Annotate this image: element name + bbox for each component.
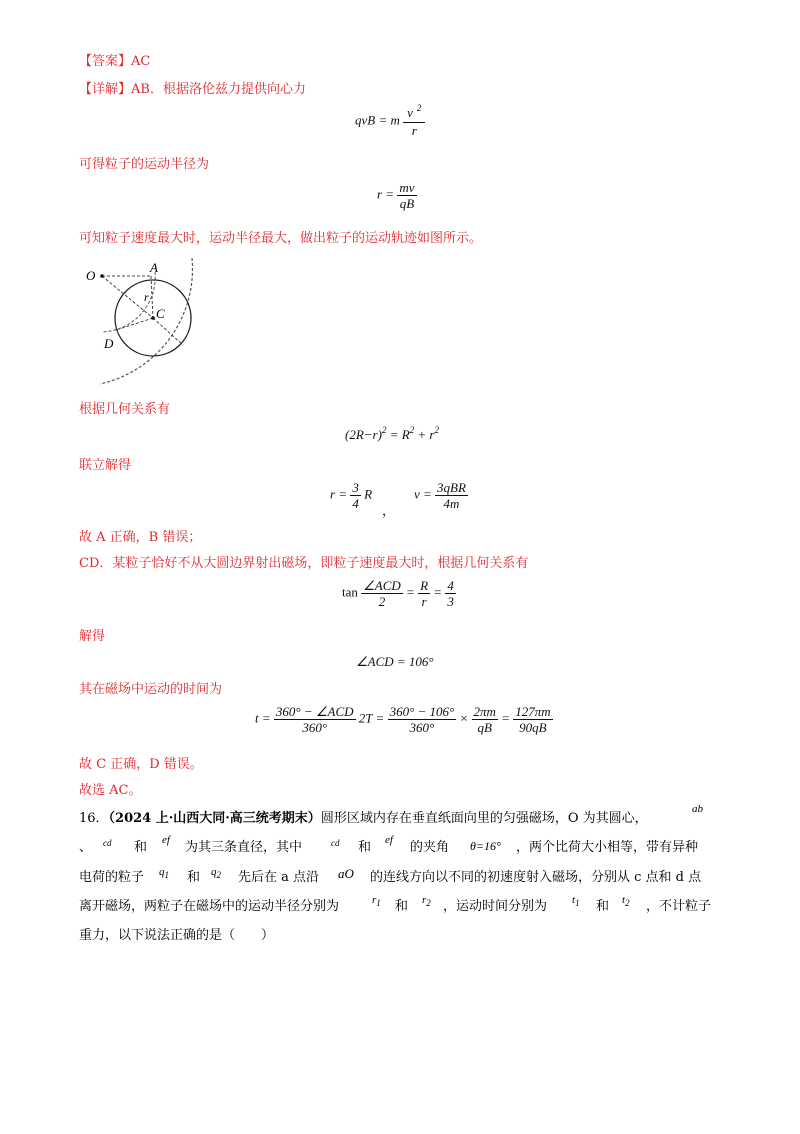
label-O: O <box>86 268 96 283</box>
eq7-num1: 360° − ∠ACD <box>275 704 354 719</box>
eq5-frac1 <box>361 578 403 609</box>
eq5-num2: R <box>420 578 429 593</box>
eq1-den: r <box>411 123 417 138</box>
q16-q1: $q_1$ <box>159 866 169 880</box>
eq7-num3: 2πm <box>473 704 496 719</box>
equation-time <box>255 704 553 735</box>
q16-t2: $t_2$ <box>622 894 630 908</box>
q16-he3: 和 <box>187 870 201 885</box>
detail-tag: 【详解】 <box>79 82 132 97</box>
eq5-eq2: = <box>433 584 443 600</box>
equation-angle: ∠ACD = 106° <box>356 654 434 669</box>
cd-line: CD．某粒子恰好不从大圆边界射出磁场，即粒子速度最大时，根据几何关系有 <box>79 556 529 571</box>
eq4-v-den: 4m <box>443 496 460 511</box>
label-D: D <box>104 336 114 351</box>
q16-theta: θ=16° <box>470 839 501 853</box>
label-C: C <box>156 306 165 321</box>
eq4-comma: ， <box>382 503 396 518</box>
q16-he2: 和 <box>358 840 372 855</box>
answer-text: AC <box>131 54 151 69</box>
eq3-mid: = R <box>386 427 410 442</box>
label-r: r <box>144 290 149 304</box>
eq7-num4: 127πm <box>515 704 551 719</box>
eq7-num2: 360° − 106° <box>389 704 455 719</box>
detail-text: AB．根据洛伦兹力提供向心力 <box>131 82 306 97</box>
q16-ef: ef <box>162 834 170 846</box>
q16-r1: $r_1$ <box>372 894 381 908</box>
time-line: 其在磁场中运动的时间为 <box>79 682 223 697</box>
q16-l4-a: 离开磁场，两粒子在磁场中的运动半径分别为 <box>79 899 340 914</box>
q16-r2: $r_2$ <box>422 894 431 908</box>
detail-line <box>79 80 306 100</box>
q16-l5: 重力，以下说法正确的是（ ） <box>79 928 275 943</box>
answer-tag: 【答案】 <box>79 54 132 69</box>
q16-l3-c: 的连线方向以不同的初速度射入磁场，分别从 c 点和 d 点 <box>370 870 702 885</box>
eq1-lhs: qvB = m <box>355 112 400 128</box>
eq7-frac4 <box>513 704 552 735</box>
eq5-num1: ∠ACD <box>363 578 401 593</box>
eq4-r-lhs: r = <box>330 486 348 502</box>
equation-result <box>330 480 372 511</box>
eq3-end: + r <box>414 427 435 442</box>
eq7-frac1 <box>274 704 356 735</box>
eq5-num3: 4 <box>447 578 454 593</box>
question-16-line-2 <box>79 838 92 858</box>
q16-source: （2024 上·山西大同·高三统考期末） <box>108 811 321 826</box>
eq3-text: (2R−r) <box>345 427 382 442</box>
eq5-den3: 3 <box>447 594 454 609</box>
q16-he: 和 <box>134 840 148 855</box>
eq3-sup1: 2 <box>381 425 387 435</box>
q16-number: 16． <box>79 811 109 826</box>
equation-speed <box>414 480 468 511</box>
trajectory-figure <box>80 252 215 392</box>
max-speed-line: 可知粒子速度最大时，运动半径最大，做出粒子的运动轨迹如图所示。 <box>79 231 483 246</box>
eq1-num-sup: 2 <box>416 103 422 113</box>
eq2-frac <box>397 180 416 211</box>
q16-l4-b: ，运动时间分别为 <box>443 899 548 914</box>
eq4-r-num: 3 <box>352 480 359 495</box>
eq5-den1: 2 <box>378 594 386 609</box>
c-correct-line: 故 C 正确，D 错误。 <box>79 757 203 772</box>
q16-l4-c: ，不计粒子 <box>646 899 712 914</box>
q16-he4: 和 <box>395 899 409 914</box>
eq1-frac <box>403 105 425 138</box>
eq7-frac3 <box>472 704 498 735</box>
a-correct-line: 故 A 正确，B 错误； <box>79 530 202 545</box>
eq2-den: qB <box>399 196 415 211</box>
equation-geometry <box>345 427 439 443</box>
q16-cd2: cd <box>331 838 340 848</box>
point-O <box>100 274 104 278</box>
eq7-den1: 360° <box>302 720 328 735</box>
q16-l3-a: 电荷的粒子 <box>79 870 145 885</box>
q16-l2-c: 的夹角 <box>410 840 450 855</box>
q16-l3-b: 先后在 a 点沿 <box>238 870 320 885</box>
q16-l2-b: 为其三条直径，其中 <box>185 840 303 855</box>
choose-line: 故选 AC。 <box>79 783 142 798</box>
jie-line: 解得 <box>79 629 106 644</box>
outer-boundary-arc <box>100 258 192 384</box>
eq5-tan: tan <box>342 584 358 600</box>
eq3-sup3: 2 <box>434 425 439 435</box>
q16-l2-a: 、 <box>79 840 93 855</box>
eq7-mid: 2T = <box>358 710 385 726</box>
label-A: A <box>150 260 158 275</box>
eq5-frac3 <box>445 578 456 609</box>
equation-radius <box>377 180 417 211</box>
geometry-line: 根据几何关系有 <box>79 402 171 417</box>
q16-q2: $q_2$ <box>211 866 221 880</box>
answer-line <box>79 52 150 72</box>
eq4-r-den: 4 <box>352 496 359 511</box>
q16-ef2: ef <box>385 834 393 846</box>
q16-l1-text: 圆形区域内存在垂直纸面向里的匀强磁场，O 为其圆心， <box>320 811 648 826</box>
eq7-times: × <box>459 710 469 726</box>
point-C <box>151 316 155 320</box>
question-16-line-1 <box>79 809 648 829</box>
q16-l2-d: ，两个比荷大小相等，带有异种 <box>516 840 699 855</box>
equation-lorentz <box>355 105 425 138</box>
eq2-num: mv <box>399 180 415 195</box>
eq5-eq: = <box>406 584 415 600</box>
line-CD <box>116 318 153 330</box>
eq4-v-lhs: v = <box>414 486 432 502</box>
eq7-eq: = <box>501 710 510 726</box>
eq5-frac2 <box>418 578 430 609</box>
line-C-tangent <box>153 318 183 345</box>
eq7-den3: qB <box>477 720 492 735</box>
eq4-r-frac <box>350 480 361 511</box>
equation-tan <box>342 578 456 609</box>
q16-he5: 和 <box>596 899 610 914</box>
q16-aO: aO <box>338 866 354 881</box>
q16-ab: ab <box>692 803 703 815</box>
eq4-r-after: R <box>364 486 373 502</box>
solve-line: 联立解得 <box>79 458 132 473</box>
q16-cd: cd <box>103 838 112 848</box>
eq7-t: t = <box>255 710 271 726</box>
eq7-den2: 360° <box>409 720 435 735</box>
q16-t1: $t_1$ <box>572 894 580 908</box>
eq3-sup2: 2 <box>409 425 415 435</box>
eq7-den4: 90qB <box>519 720 547 735</box>
eq2-lhs: r = <box>377 186 395 202</box>
eq7-frac2 <box>388 704 457 735</box>
eq1-num: v <box>407 105 413 120</box>
eq5-den2: r <box>421 594 427 609</box>
eq4-v-frac <box>435 480 468 511</box>
eq4-v-num: 3qBR <box>437 480 466 495</box>
radius-line: 可得粒子的运动半径为 <box>79 157 210 172</box>
